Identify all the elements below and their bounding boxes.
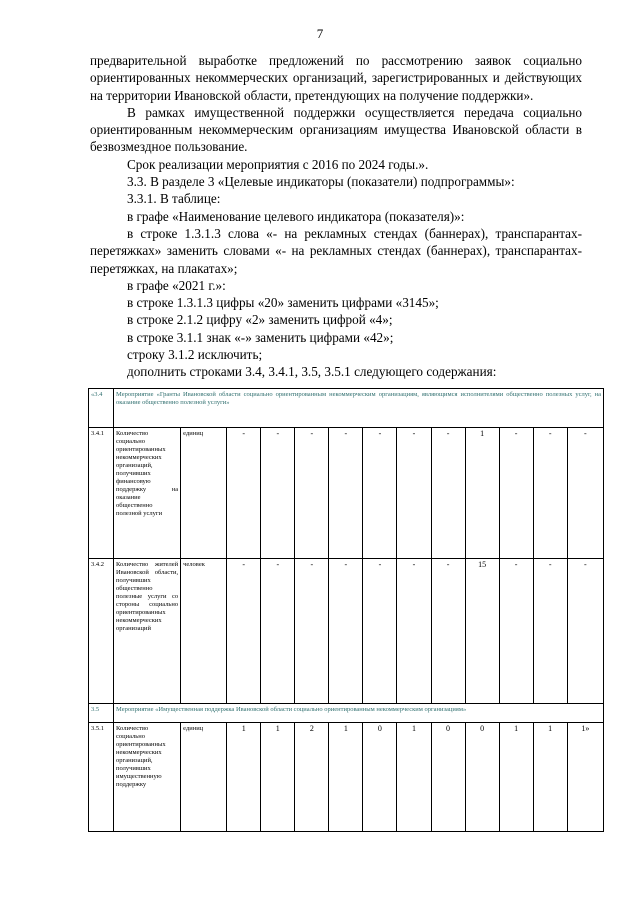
indicator-name-cell: Количество социально ориентированных некоммерческих организаций, получивших имущественную поддержку [114, 722, 181, 831]
paragraph: в строке 3.1.1 знак «-» заменить цифрами «42»; [127, 329, 394, 345]
value-cell: 1 [227, 722, 261, 831]
value-cell: 15 [465, 558, 499, 703]
value-cell: - [295, 558, 329, 703]
value-cell: - [567, 558, 603, 703]
row-number-cell: 3.5 [89, 703, 114, 722]
paragraph: строку 3.1.2 исключить; [127, 347, 263, 363]
value-cell: - [431, 427, 465, 558]
value-cell: - [227, 427, 261, 558]
indicator-name-cell: Количество жителей Ивановской области, получивших общественно полезные услуги со стороны социально ориентированных некоммерческих организаций [114, 558, 181, 703]
paragraph: в строке 1.3.1.3 слова «- на рекламных стендах (баннерах), транспарантах-перетяжках» заменить словами «- на рекламных стендах (баннерах), транспарантах-перетяжках, на плакатах»; [90, 225, 582, 276]
paragraph: предварительной выработке предложений по рассмотрению заявок социально ориентированных некоммерческих организаций, зарегистрированных и действующих на территории Ивановской области, претендующих на получение поддержки». [90, 53, 582, 103]
table-row-data [89, 722, 604, 831]
value-cell: - [533, 427, 567, 558]
value-cell: 1» [567, 722, 603, 831]
value-cell: 1 [499, 722, 533, 831]
value-cell: - [329, 558, 363, 703]
value-cell: 1 [533, 722, 567, 831]
value-cell: 1 [261, 722, 295, 831]
row-number-cell: 3.5.1 [89, 722, 114, 831]
section-title-cell: Мероприятие «Имущественная поддержка Ивановской области социально ориентированным некоммерческим организациям» [114, 703, 604, 722]
value-cell: - [499, 427, 533, 558]
value-cell: - [363, 427, 397, 558]
page-number: 7 [316, 26, 324, 41]
value-cell: 1 [397, 722, 431, 831]
value-cell: 0 [465, 722, 499, 831]
value-cell: 0 [431, 722, 465, 831]
value-cell: - [567, 427, 603, 558]
value-cell: - [431, 558, 465, 703]
value-cell: 1 [465, 427, 499, 558]
table-row-section [89, 703, 604, 722]
unit-cell: единиц [181, 427, 227, 558]
value-cell: - [329, 427, 363, 558]
paragraph: в строке 1.3.1.3 цифры «20» заменить цифрами «3145»; [127, 295, 439, 311]
unit-cell: человек [181, 558, 227, 703]
row-number-cell: «3.4 [89, 388, 114, 427]
value-cell: - [295, 427, 329, 558]
table-row-data [89, 427, 604, 558]
indicators-table [88, 388, 604, 832]
paragraph: в графе «Наименование целевого индикатора (показателя)»: [127, 208, 465, 224]
table-row-data [89, 558, 604, 703]
unit-cell: единиц [181, 722, 227, 831]
value-cell: - [227, 558, 261, 703]
value-cell: 0 [363, 722, 397, 831]
value-cell: - [499, 558, 533, 703]
value-cell: - [397, 558, 431, 703]
value-cell: 1 [329, 722, 363, 831]
value-cell: - [261, 558, 295, 703]
paragraph: В рамках имущественной поддержки осуществляется передача социально ориентированным некоммерческим организациям имущества Ивановской области в безвозмездное пользование. [90, 104, 582, 155]
value-cell: - [533, 558, 567, 703]
value-cell: - [397, 427, 431, 558]
indicator-name-cell: Количество социально ориентированных некоммерческих организаций, получивших финансовую поддержку на оказание общественно полезной услуги [114, 427, 181, 558]
row-number-cell: 3.4.2 [89, 558, 114, 703]
value-cell: - [363, 558, 397, 703]
section-title-cell: Мероприятие «Гранты Ивановской области социально ориентированным некоммерческим организациям, являющимся исполнителями общественно полезных услуг, на оказание общественно полезной услуги» [114, 388, 604, 427]
paragraph: дополнить строками 3.4, 3.4.1, 3.5, 3.5.1 следующего содержания: [127, 364, 497, 380]
table-row-section [89, 388, 604, 427]
paragraph: в графе «2021 г.»: [127, 277, 226, 293]
paragraph: 3.3.1. В таблице: [127, 191, 221, 207]
paragraph: в строке 2.1.2 цифру «2» заменить цифрой «4»; [127, 312, 393, 328]
paragraph: Срок реализации мероприятия с 2016 по 2024 годы.». [127, 156, 429, 172]
value-cell: - [261, 427, 295, 558]
body-text [90, 52, 582, 381]
paragraph: 3.3. В разделе 3 «Целевые индикаторы (показатели) подпрограммы»: [127, 174, 515, 190]
value-cell: 2 [295, 722, 329, 831]
row-number-cell: 3.4.1 [89, 427, 114, 558]
